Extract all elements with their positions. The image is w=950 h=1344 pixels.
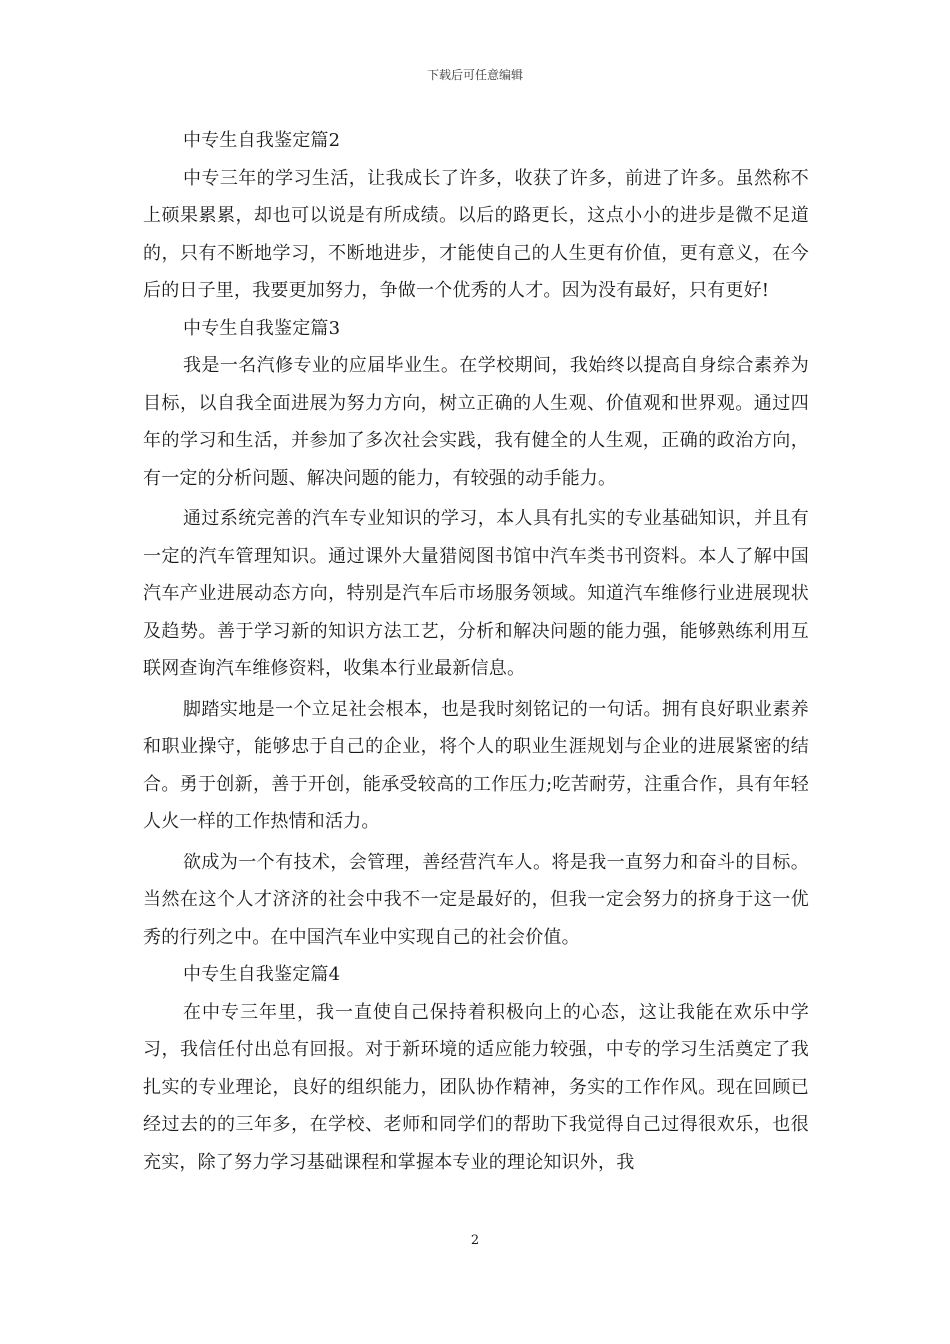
section-heading: 中专生自我鉴定篇2 (183, 130, 341, 151)
section-heading: 中专生自我鉴定篇4 (183, 964, 341, 985)
page-number: 2 (470, 1233, 480, 1248)
paragraph: 脚踏实地是一个立足社会根本，也是我时刻铭记的一句话。拥有良好职业素养和职业操守，能够忠于自己的企业，将个人的职业生涯规划与企业的进展紧密的结合。勇于创新，善于开创，能承受较高的工作压力;吃苦耐劳，注重合作，具有年轻人火一样的工作热情和活力。 (143, 698, 809, 832)
section-heading: 中专生自我鉴定篇3 (183, 317, 341, 339)
paragraph: 中专三年的学习生活，让我成长了许多，收获了许多，前进了许多。虽然称不上硕果累累，却也可以说是有所成绩。以后的路更长，这点小小的进步是微不足道的，只有不断地学习，不断地进步，才能使自己的人生更有价值，更有意义，在今后的日子里，我要更加努力，争做一个优秀的人才。因为没有最好，只有更好! (143, 167, 809, 301)
paragraph: 通过系统完善的汽车专业知识的学习，本人具有扎实的专业基础知识，并且有一定的汽车管理知识。通过课外大量猎阅图书馆中汽车类书刊资料。本人了解中国汽车产业进展动态方向，特别是汽车后市场服务领域。知道汽车维修行业进展现状及趋势。善于学习新的知识方法工艺，分析和解决问题的能力强，能够熟练利用互联网查询汽车维修资料，收集本行业最新信息。 (143, 508, 809, 679)
document-body (143, 122, 809, 1181)
paragraph: 我是一名汽修专业的应届毕业生。在学校期间，我始终以提高自身综合素养为目标，以自我全面进展为努力方向，树立正确的人生观、价值观和世界观。通过四年的学习和生活，并参加了多次社会实践，我有健全的人生观，正确的政治方向，有一定的分析问题、解决问题的能力，有较强的动手能力。 (143, 355, 809, 489)
paragraph: 欲成为一个有技术，会管理，善经营汽车人。将是我一直努力和奋斗的目标。当然在这个人才济济的社会中我不一定是最好的，但我一定会努力的挤身于这一优秀的行列之中。在中国汽车业中实现自己的社会价值。 (143, 851, 809, 948)
header-note: 下载后可任意编辑 (426, 68, 523, 82)
paragraph: 在中专三年里，我一直使自己保持着积极向上的心态，这让我能在欢乐中学习，我信任付出总有回报。对于新环境的适应能力较强，中专的学习生活奠定了我扎实的专业理论，良好的组织能力，团队协作精神，务实的工作作风。现在回顾已经过去的的三年多，在学校、老师和同学们的帮助下我觉得自己过得很欢乐，也很充实，除了努力学习基础课程和掌握本专业的理论知识外，我 (143, 1001, 809, 1173)
